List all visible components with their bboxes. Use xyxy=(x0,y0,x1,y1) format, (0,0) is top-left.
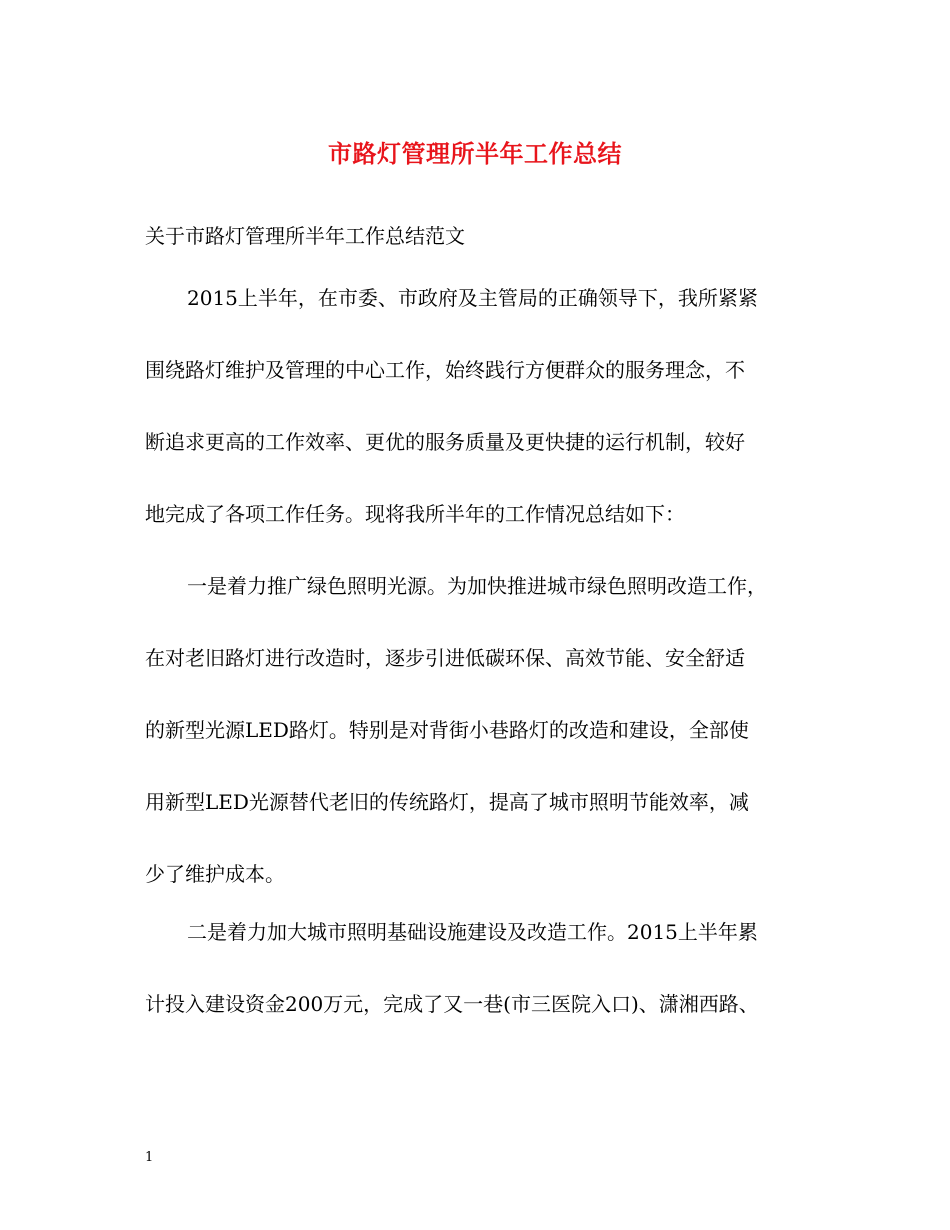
paragraph-line: 围绕路灯维护及管理的中心工作，始终践行方便群众的服务理念，不 xyxy=(145,358,745,382)
page-number: 1 xyxy=(145,1150,154,1165)
paragraph-line: 计投入建设资金200万元，完成了又一巷(市三医院入口)、潇湘西路、 xyxy=(145,992,759,1016)
document-title: 市路灯管理所半年工作总结 xyxy=(328,139,622,168)
paragraph-3 xyxy=(145,896,810,1040)
document-subtitle: 关于市路灯管理所半年工作总结范文 xyxy=(145,224,465,248)
paragraph-line: 地完成了各项工作任务。现将我所半年的工作情况总结如下： xyxy=(145,502,685,526)
paragraph-line: 一是着力推广绿色照明光源。为加快推进城市绿色照明改造工作， xyxy=(187,574,767,598)
paragraph-line: 的新型光源LED路灯。特别是对背街小巷路灯的改造和建设，全部使 xyxy=(145,718,749,742)
paragraph-2 xyxy=(145,550,810,910)
paragraph-line: 2015上半年，在市委、市政府及主管局的正确领导下，我所紧紧 xyxy=(187,286,758,310)
paragraph-line: 用新型LED光源替代老旧的传统路灯，提高了城市照明节能效率，减 xyxy=(145,790,749,814)
paragraph-line: 二是着力加大城市照明基础设施建设及改造工作。2015上半年累 xyxy=(187,920,758,944)
paragraph-line: 少了维护成本。 xyxy=(145,862,285,886)
paragraph-1 xyxy=(145,262,810,550)
paragraph-line: 在对老旧路灯进行改造时，逐步引进低碳环保、高效节能、安全舒适 xyxy=(145,646,745,670)
paragraph-line: 断追求更高的工作效率、更优的服务质量及更快捷的运行机制，较好 xyxy=(145,430,745,454)
